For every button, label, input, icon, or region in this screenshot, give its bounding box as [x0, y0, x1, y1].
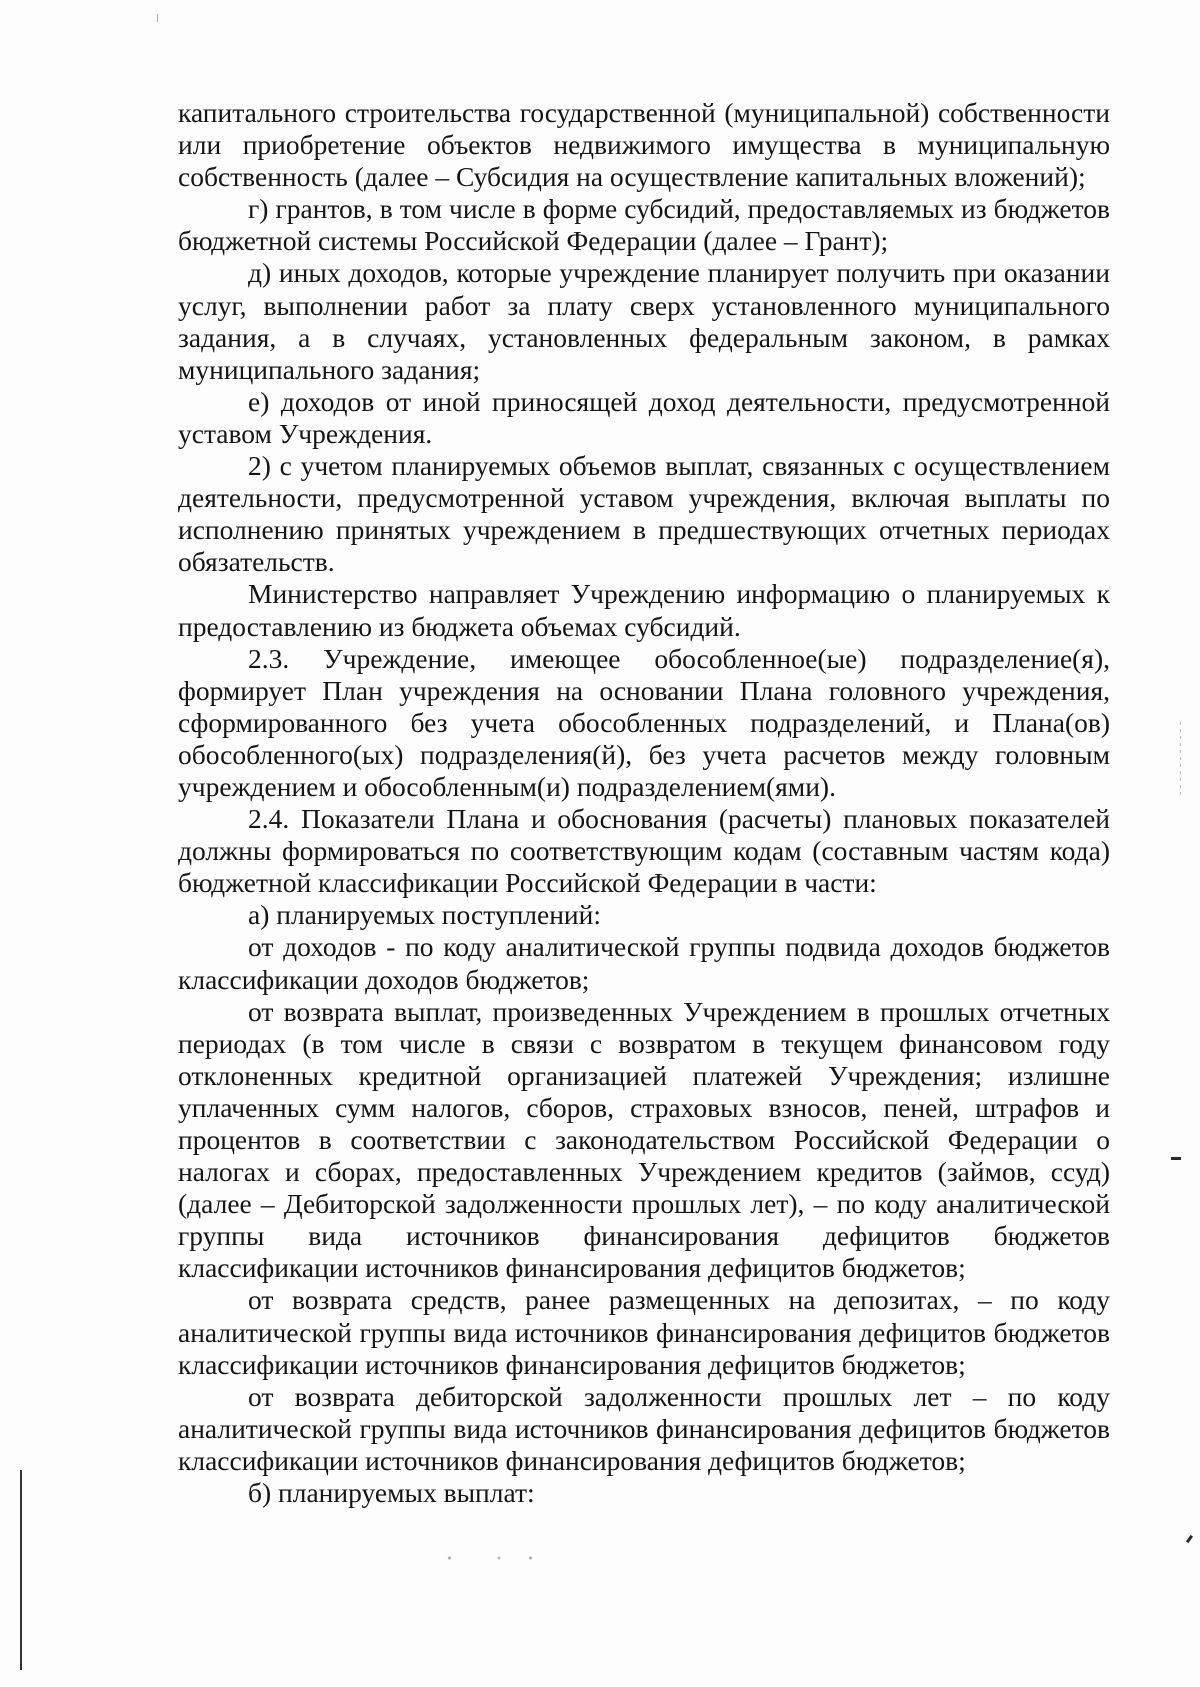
paragraph-ministry-info: Министерство направляет Учреждению информацию о планируемых к предоставлению из бюджета объемах субсидий. [178, 578, 1110, 642]
scan-bottom-specks [445, 1555, 535, 1561]
paragraph-from-refund: от возврата выплат, произведенных Учреждением в прошлых отчетных периодах (в том числе в связи с возвратом в текущем финансовом году отклоненных кредитной организацией платежей Учреждения; излишне уплаченных сумм налогов, сборов, страховых взносов, пеней, штрафов и процентов в соответствии с законодательством Российской Федерации о налогах и сборах, предоставленных Учреждением кредитов (займов, ссуд) (далее – Дебиторской задолженности прошлых лет), – по коду аналитической группы вида источников финансирования дефицитов бюджетов классификации источников финансирования дефицитов бюджетов; [178, 995, 1110, 1284]
paragraph-income-other-activity: е) доходов от иной приносящей доход деятельности, предусмотренной уставом Учреждения. [178, 385, 1110, 449]
scan-edge-dots [1180, 722, 1181, 798]
scan-speck [157, 14, 158, 22]
scan-left-edge-line [20, 1470, 22, 1670]
paragraph-2-3: 2.3. Учреждение, имеющее обособленное(ые) подразделение(я), формирует План учреждения на основании Плана головного учреждения, сформированного без учета обособленных подразделений, и Плана(ов) обособленного(ых) подразделения(й), без учета расчетов между головным учреждением и обособленным(и) подразделением(ями). [178, 642, 1110, 802]
paragraph-from-receivables: от возврата дебиторской задолженности прошлых лет – по коду аналитической группы вида источников финансирования дефицитов бюджетов классификации источников финансирования дефицитов бюджетов; [178, 1380, 1110, 1476]
scan-dash-mark [1171, 1157, 1181, 1160]
scan-tick-mark [1186, 1535, 1193, 1543]
paragraph-from-deposits: от возврата средств, ранее размещенных на депозитах, – по коду аналитической группы вида источников финансирования дефицитов бюджетов классификации источников финансирования дефицитов бюджетов; [178, 1284, 1110, 1380]
paragraph-a-receipts: а) планируемых поступлений: [248, 899, 602, 931]
paragraph-2-4: 2.4. Показатели Плана и обоснования (расчеты) плановых показателей должны формироваться по соответствующим кодам (составным частям кода) бюджетной классификации Российской Федерации в части: [178, 803, 1110, 899]
paragraph-planned-payments: 2) с учетом планируемых объемов выплат, связанных с осуществлением деятельности, предусмотренной уставом учреждения, включая выплаты по исполнению принятых учреждением в предшествующих отчетных периодах обязательств. [178, 450, 1110, 578]
paragraph-b-payments: б) планируемых выплат: [248, 1477, 535, 1509]
paragraph-from-income: от доходов - по коду аналитической группы подвида доходов бюджетов классификации доходов бюджетов; [178, 931, 1110, 995]
paragraph-other-income: д) иных доходов, которые учреждение планирует получить при оказании услуг, выполнении работ за плату сверх установленного муниципального задания, а в случаях, установленных федеральным законом, в рамках муниципального задания; [178, 257, 1110, 385]
paragraph-grants: г) грантов, в том числе в форме субсидий, предоставляемых из бюджетов бюджетной системы Российской Федерации (далее – Грант); [178, 193, 1110, 257]
document-body [178, 97, 1110, 1509]
paragraph-capital-construction: капитального строительства государственной (муниципальной) собственности или приобретение объектов недвижимого имущества в муниципальную собственность (далее – Субсидия на осуществление капитальных вложений); [178, 97, 1110, 193]
